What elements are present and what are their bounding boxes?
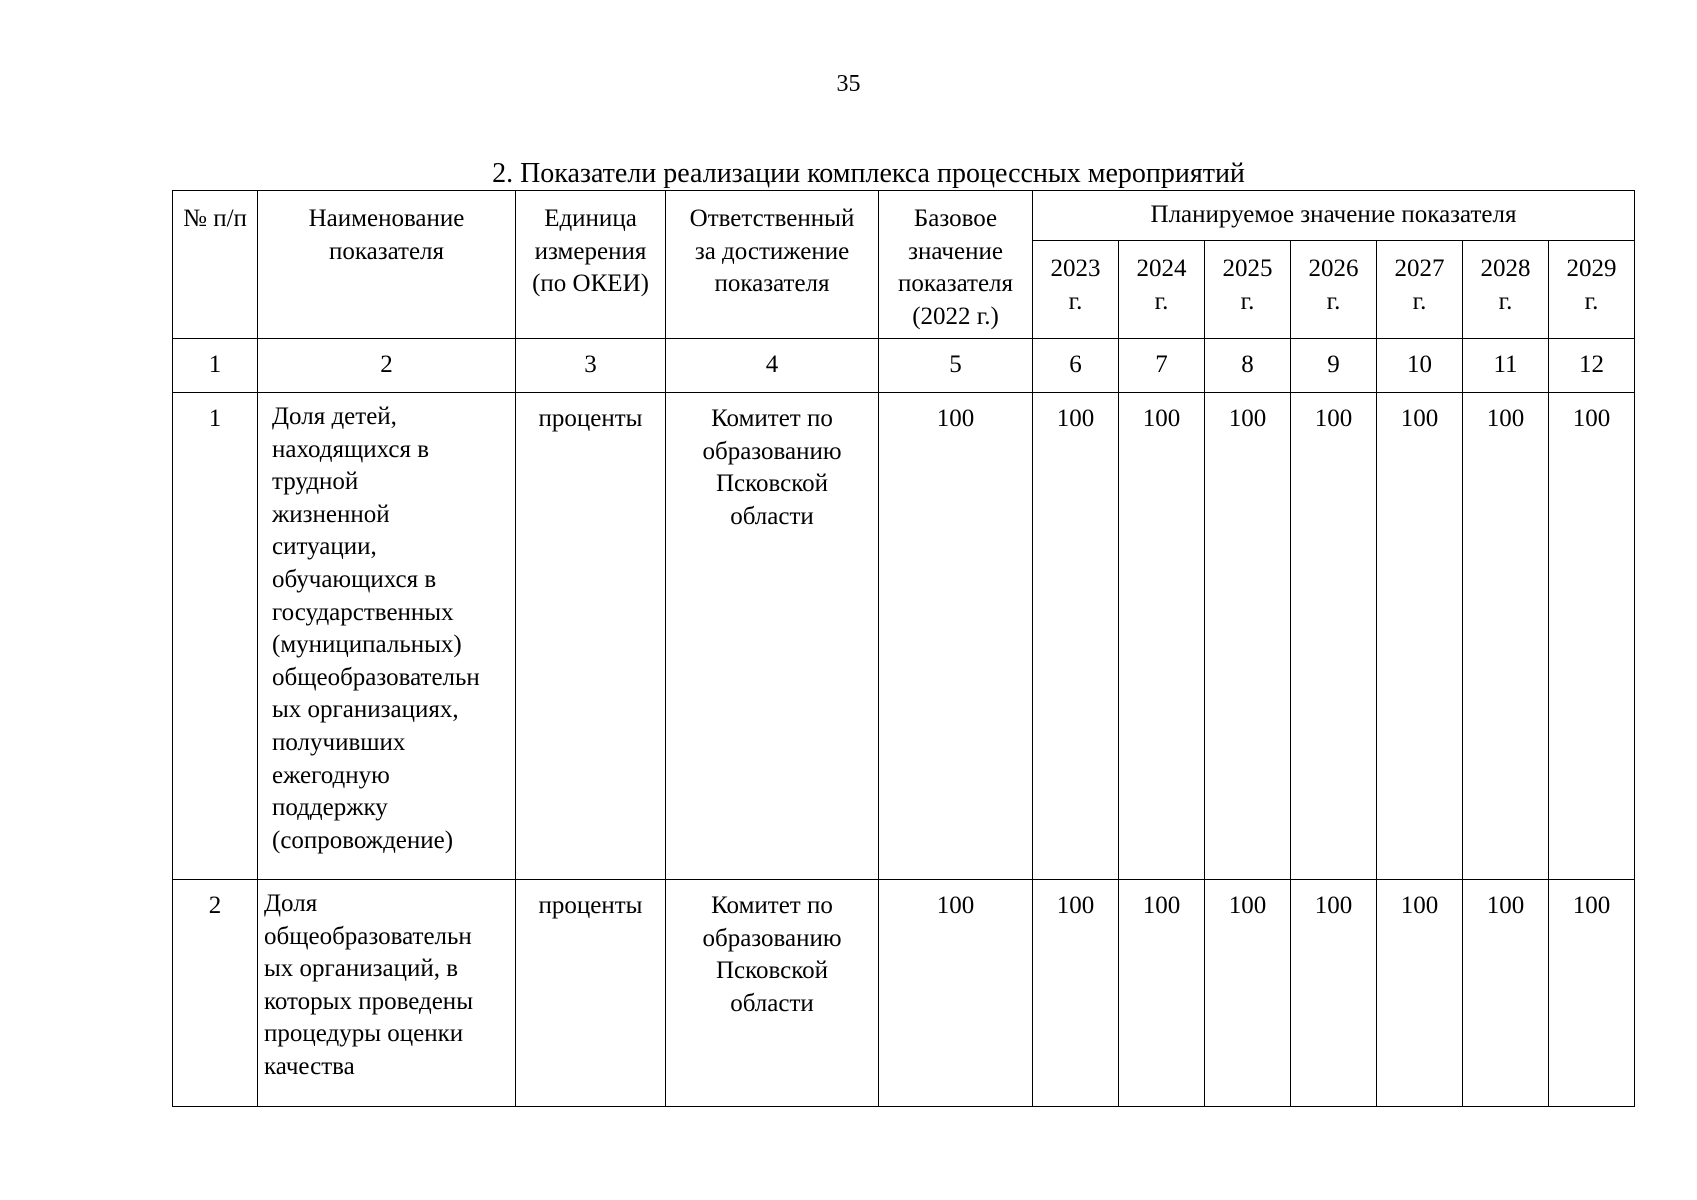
- column-number: 5: [879, 339, 1033, 393]
- header-year: 2029 г.: [1549, 241, 1635, 339]
- header-year: 2024 г.: [1119, 241, 1205, 339]
- header-year: 2028 г.: [1463, 241, 1549, 339]
- column-number: 2: [258, 339, 516, 393]
- header-planned-value: Планируемое значение показателя: [1033, 191, 1635, 241]
- base-value: 100: [879, 880, 1033, 1107]
- table-row: [173, 393, 1635, 880]
- planned-value: 100: [1205, 880, 1291, 1107]
- header-base-value: Базовое значение показателя (2022 г.): [879, 191, 1033, 339]
- planned-value: 100: [1033, 880, 1119, 1107]
- planned-value: 100: [1377, 393, 1463, 880]
- header-year: 2027 г.: [1377, 241, 1463, 339]
- planned-value: 100: [1291, 880, 1377, 1107]
- planned-value: 100: [1463, 880, 1549, 1107]
- header-unit: Единица измерения (по ОКЕИ): [516, 191, 666, 339]
- header-year: 2026 г.: [1291, 241, 1377, 339]
- indicator-name: Доля детей, находящихся в трудной жизненной ситуации, обучающихся в государственных (муниципальных) общеобразовательн ых организациях, получивших ежегодную поддержку (сопровождение): [258, 393, 516, 880]
- header-year: 2025 г.: [1205, 241, 1291, 339]
- section-title: 2. Показатели реализации комплекса процессных мероприятий: [492, 158, 1245, 189]
- column-number: 12: [1549, 339, 1635, 393]
- indicator-name: Доля общеобразовательн ых организаций, в которых проведены процедуры оценки качества: [258, 880, 516, 1107]
- planned-value: 100: [1549, 393, 1635, 880]
- table-row: [173, 880, 1635, 1107]
- base-value: 100: [879, 393, 1033, 880]
- header-name: Наименование показателя: [258, 191, 516, 339]
- column-number: 1: [173, 339, 258, 393]
- planned-value: 100: [1463, 393, 1549, 880]
- responsible-value: Комитет по образованию Псковской области: [666, 393, 879, 880]
- column-number: 7: [1119, 339, 1205, 393]
- unit-value: проценты: [516, 880, 666, 1107]
- column-number: 4: [666, 339, 879, 393]
- column-number-row: [173, 339, 1635, 393]
- header-responsible: Ответственный за достижение показателя: [666, 191, 879, 339]
- column-number: 9: [1291, 339, 1377, 393]
- planned-value: 100: [1119, 880, 1205, 1107]
- responsible-value: Комитет по образованию Псковской области: [666, 880, 879, 1107]
- unit-value: проценты: [516, 393, 666, 880]
- column-number: 8: [1205, 339, 1291, 393]
- header-num: № п/п: [173, 191, 258, 339]
- planned-value: 100: [1377, 880, 1463, 1107]
- indicators-table: [172, 190, 1635, 1107]
- planned-value: 100: [1205, 393, 1291, 880]
- column-number: 6: [1033, 339, 1119, 393]
- planned-value: 100: [1291, 393, 1377, 880]
- page-number: 35: [836, 71, 861, 97]
- row-number: 1: [173, 393, 258, 880]
- header-year: 2023 г.: [1033, 241, 1119, 339]
- column-number: 3: [516, 339, 666, 393]
- column-number: 10: [1377, 339, 1463, 393]
- planned-value: 100: [1549, 880, 1635, 1107]
- planned-value: 100: [1119, 393, 1205, 880]
- row-number: 2: [173, 880, 258, 1107]
- column-number: 11: [1463, 339, 1549, 393]
- planned-value: 100: [1033, 393, 1119, 880]
